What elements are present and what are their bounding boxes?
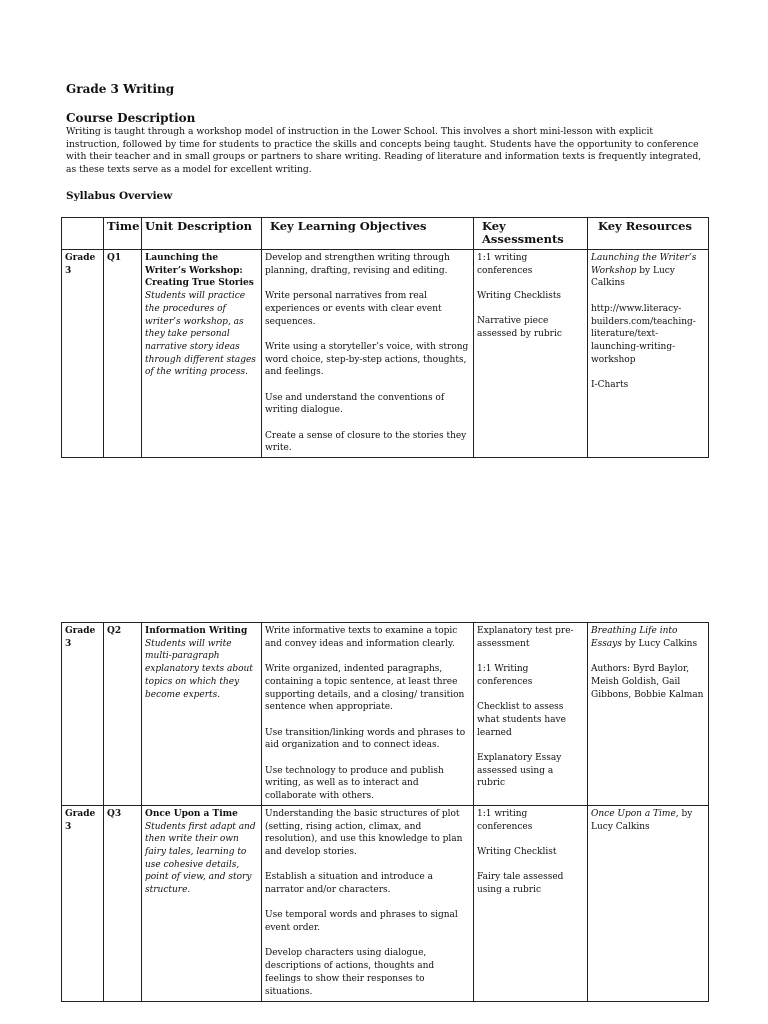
- unit-description-cell: [142, 250, 262, 458]
- assessment-item: Writing Checklists: [477, 291, 562, 302]
- objective-item: Create a sense of closure to the stories they write.: [265, 430, 467, 454]
- resources-cell: [588, 623, 709, 806]
- unit-description-cell: [142, 623, 262, 806]
- objectives-cell: [262, 805, 474, 1001]
- table-row: [62, 250, 709, 458]
- objective-item: Write informative texts to examine a topic and convey ideas and information clearly.: [265, 626, 458, 649]
- resource-title: Once Upon a Time: [591, 808, 676, 819]
- objective-item: Write personal narratives from real experiences or events with clear event sequences.: [265, 291, 442, 327]
- resources-cell: [588, 250, 709, 458]
- unit-title: Launching the Writer’s Workshop: Creating True Stories: [145, 253, 254, 289]
- header-key-resources: Key Resources: [588, 218, 709, 250]
- resource-item: [591, 808, 705, 833]
- resource-text: by Lucy Calkins: [591, 265, 675, 289]
- table-row: [62, 623, 709, 806]
- resource-text: , by Lucy Calkins: [591, 808, 693, 832]
- resource-title: Breathing Life into Essays: [591, 626, 678, 649]
- grade-cell: Grade 3: [62, 250, 104, 458]
- resource-item: [591, 303, 705, 367]
- assessments-cell: [474, 623, 588, 806]
- objective-item: Use technology to produce and publish writing, as well as to interact and collaborate with others.: [265, 765, 444, 802]
- objective-item: Write organized, indented paragraphs, containing a topic sentence, at least three supporting details, and a closing/ transition sentence when appropriate.: [265, 664, 465, 713]
- unit-summary: Students will write multi-paragraph explanatory texts about topics on which they become experts.: [145, 638, 253, 700]
- assessments-cell: [474, 250, 588, 458]
- unit-title: Information Writing: [145, 626, 248, 636]
- table-header-row: [62, 218, 709, 250]
- objectives-cell: [262, 623, 474, 806]
- resource-title: Launching the Writer’s Workshop: [591, 253, 697, 276]
- assessment-item: 1:1 writing conferences: [477, 808, 533, 832]
- unit-summary: Students first adapt and then write their own fairy tales, learning to use cohesive details, point of view, and story structure.: [145, 821, 256, 896]
- assessments-cell: [474, 805, 588, 1001]
- time-cell: Q1: [104, 250, 142, 458]
- syllabus-table-continued: [61, 622, 709, 1002]
- resource-item: [591, 379, 705, 392]
- objective-item: Use transition/linking words and phrases to aid organization and to connect ideas.: [265, 727, 466, 751]
- time-cell: Q2: [104, 623, 142, 806]
- assessment-item: 1:1 Writing conferences: [477, 664, 533, 687]
- page-title: Grade 3 Writing: [66, 82, 175, 96]
- grade-cell: Grade 3: [62, 805, 104, 1001]
- resource-text: Authors: Byrd Baylor, Meish Goldish, Gail Gibbons, Bobbie Kalman: [591, 664, 704, 700]
- assessment-item: 1:1 writing conferences: [477, 253, 533, 276]
- resource-item: [591, 625, 705, 650]
- header-key-learning-objectives: Key Learning Objectives: [262, 218, 474, 250]
- objective-item: Develop and strengthen writing through planning, drafting, revising and editing.: [265, 253, 450, 276]
- header-unit-description: Unit Description: [142, 218, 262, 250]
- objectives-cell: [262, 250, 474, 458]
- objective-item: Write using a storyteller’s voice, with strong word choice, step-by-step actions, thoughts, and feelings.: [265, 341, 469, 378]
- assessment-item: Explanatory Essay assessed using a rubric: [477, 752, 562, 789]
- resource-text: by Lucy Calkins: [621, 638, 698, 649]
- header-grade: [62, 218, 104, 250]
- syllabus-table: [61, 217, 709, 458]
- objective-item: Develop characters using dialogue, descriptions of actions, thoughts and feelings to show their responses to situations.: [265, 948, 435, 997]
- resources-cell: [588, 805, 709, 1001]
- resource-text: I-Charts: [591, 380, 629, 390]
- assessment-item: Checklist to assess what students have learned: [477, 702, 566, 738]
- unit-title: Once Upon a Time: [145, 808, 238, 819]
- grade-cell: Grade 3: [62, 623, 104, 806]
- assessment-item: Narrative piece assessed by rubric: [477, 316, 562, 340]
- assessment-item: Writing Checklist: [477, 846, 557, 857]
- objective-item: Use and understand the conventions of writing dialogue.: [265, 392, 445, 416]
- resource-item: [591, 663, 705, 701]
- syllabus-overview-heading: Syllabus Overview: [66, 190, 173, 202]
- objective-item: Establish a situation and introduce a narrator and/or characters.: [265, 872, 433, 895]
- assessment-item: Fairy tale assessed using a rubric: [477, 872, 564, 895]
- course-description-text: Writing is taught through a workshop model of instruction in the Lower School. This involves a short mini-lesson with explicit instruction, followed by time for students to practice the skills and concepts being taught. Students have the opportunity to conference with their teacher and in small groups or partners to share writing. Reading of literature and information texts is frequently integrated, as these texts serve as a model for excellent writing.: [66, 126, 702, 176]
- header-key-assessments: Key Assessments: [474, 218, 588, 250]
- unit-description-cell: [142, 805, 262, 1001]
- resource-text: http://www.literacy-builders.com/teaching-literature/text-launching-writing-workshop: [591, 303, 696, 365]
- resource-item: [591, 252, 705, 290]
- table-row: [62, 805, 709, 1001]
- assessment-item: Explanatory test pre-assessment: [477, 626, 574, 649]
- course-description-heading: Course Description: [66, 111, 196, 125]
- time-cell: Q3: [104, 805, 142, 1001]
- objective-item: Use temporal words and phrases to signal event order.: [265, 910, 458, 934]
- objective-item: Understanding the basic structures of plot (setting, rising action, climax, and resolution), and use this knowledge to plan and develop stories.: [265, 808, 463, 857]
- header-time: Time: [104, 218, 142, 250]
- unit-summary: Students will practice the procedures of writer’s workshop, as they take personal narrative story ideas through different stages of the writing process.: [145, 291, 256, 378]
